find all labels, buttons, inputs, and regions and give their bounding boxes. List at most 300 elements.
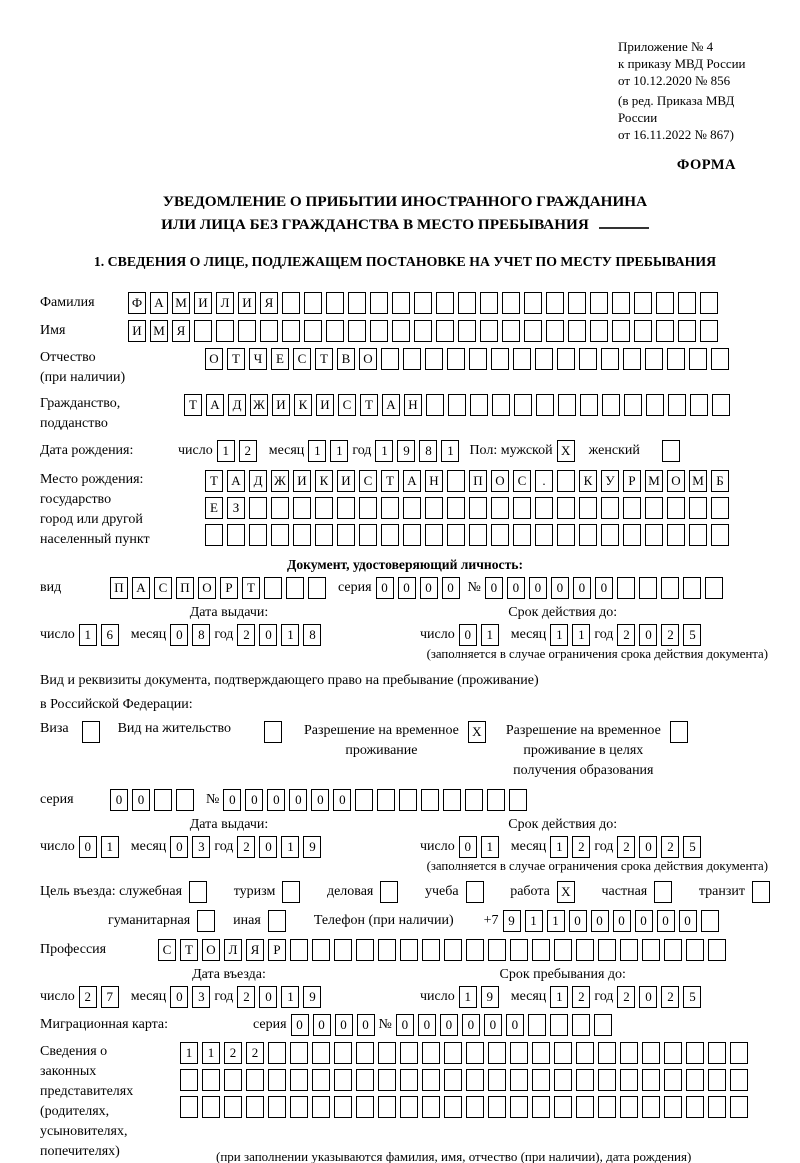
char-cell[interactable] [667, 524, 685, 546]
char-cell[interactable] [689, 348, 707, 370]
char-cell[interactable] [656, 320, 674, 342]
char-cell[interactable]: 5 [683, 986, 701, 1008]
char-cell[interactable]: 2 [246, 1042, 264, 1064]
checkbox-cell[interactable] [268, 910, 286, 932]
char-cell[interactable] [730, 1096, 748, 1118]
char-cell[interactable] [535, 497, 553, 519]
char-cell[interactable] [491, 348, 509, 370]
char-cell[interactable]: У [601, 470, 619, 492]
char-cell[interactable] [514, 394, 532, 416]
char-cell[interactable] [337, 497, 355, 519]
char-cell[interactable] [312, 1042, 330, 1064]
checkbox-cell[interactable] [466, 881, 484, 903]
char-cell[interactable]: 0 [591, 910, 609, 932]
checkbox-cell[interactable]: X [557, 881, 575, 903]
char-cell[interactable]: 0 [110, 789, 128, 811]
char-cell[interactable] [249, 524, 267, 546]
char-cell[interactable]: 0 [551, 577, 569, 599]
char-cell[interactable]: Я [260, 292, 278, 314]
char-cell[interactable] [708, 1069, 726, 1091]
char-cell[interactable] [535, 348, 553, 370]
char-cell[interactable] [513, 348, 531, 370]
char-cell[interactable]: 2 [617, 836, 635, 858]
char-cell[interactable]: К [579, 470, 597, 492]
char-cell[interactable] [378, 1042, 396, 1064]
char-cell[interactable] [202, 1096, 220, 1118]
char-cell[interactable]: А [403, 470, 421, 492]
char-cell[interactable]: 0 [170, 836, 188, 858]
char-cell[interactable] [378, 1096, 396, 1118]
char-cell[interactable]: 9 [303, 836, 321, 858]
char-cell[interactable] [403, 497, 421, 519]
char-cell[interactable]: 6 [101, 624, 119, 646]
char-cell[interactable]: Р [220, 577, 238, 599]
char-cell[interactable] [711, 524, 729, 546]
char-cell[interactable] [378, 939, 396, 961]
checkbox-cell[interactable] [189, 881, 207, 903]
char-cell[interactable]: А [382, 394, 400, 416]
char-cell[interactable] [282, 292, 300, 314]
char-cell[interactable] [524, 292, 542, 314]
char-cell[interactable] [348, 320, 366, 342]
char-cell[interactable] [227, 524, 245, 546]
char-cell[interactable]: 1 [101, 836, 119, 858]
char-cell[interactable]: 0 [569, 910, 587, 932]
char-cell[interactable]: Т [184, 394, 202, 416]
char-cell[interactable]: 2 [237, 986, 255, 1008]
char-cell[interactable] [510, 939, 528, 961]
char-cell[interactable] [554, 1096, 572, 1118]
char-cell[interactable]: 0 [485, 577, 503, 599]
char-cell[interactable]: Н [404, 394, 422, 416]
char-cell[interactable]: 9 [397, 440, 415, 462]
char-cell[interactable] [447, 497, 465, 519]
char-cell[interactable]: Т [205, 470, 223, 492]
char-cell[interactable] [304, 320, 322, 342]
char-cell[interactable] [176, 789, 194, 811]
char-cell[interactable] [399, 789, 417, 811]
char-cell[interactable] [337, 524, 355, 546]
char-cell[interactable]: 9 [503, 910, 521, 932]
char-cell[interactable] [436, 320, 454, 342]
char-cell[interactable] [487, 789, 505, 811]
char-cell[interactable] [356, 939, 374, 961]
char-cell[interactable] [359, 524, 377, 546]
char-cell[interactable] [249, 497, 267, 519]
checkbox-cell[interactable] [380, 881, 398, 903]
char-cell[interactable]: Я [172, 320, 190, 342]
char-cell[interactable] [708, 1042, 726, 1064]
char-cell[interactable] [422, 1096, 440, 1118]
char-cell[interactable] [271, 524, 289, 546]
char-cell[interactable] [532, 939, 550, 961]
char-cell[interactable] [488, 1096, 506, 1118]
char-cell[interactable]: Т [227, 348, 245, 370]
char-cell[interactable] [601, 524, 619, 546]
char-cell[interactable]: О [198, 577, 216, 599]
char-cell[interactable]: 2 [661, 986, 679, 1008]
char-cell[interactable] [557, 524, 575, 546]
char-cell[interactable]: 0 [313, 1014, 331, 1036]
char-cell[interactable] [246, 1069, 264, 1091]
char-cell[interactable]: М [689, 470, 707, 492]
char-cell[interactable]: К [294, 394, 312, 416]
char-cell[interactable]: 0 [442, 577, 460, 599]
char-cell[interactable]: 2 [617, 624, 635, 646]
char-cell[interactable]: 0 [595, 577, 613, 599]
char-cell[interactable] [470, 394, 488, 416]
char-cell[interactable] [334, 1069, 352, 1091]
char-cell[interactable]: С [154, 577, 172, 599]
char-cell[interactable] [579, 348, 597, 370]
char-cell[interactable] [535, 524, 553, 546]
char-cell[interactable] [466, 1069, 484, 1091]
char-cell[interactable]: Л [224, 939, 242, 961]
char-cell[interactable]: С [359, 470, 377, 492]
char-cell[interactable]: 0 [459, 624, 477, 646]
char-cell[interactable]: Т [180, 939, 198, 961]
char-cell[interactable] [639, 577, 657, 599]
char-cell[interactable] [180, 1096, 198, 1118]
char-cell[interactable] [246, 1096, 264, 1118]
char-cell[interactable]: 1 [481, 836, 499, 858]
char-cell[interactable] [664, 1042, 682, 1064]
char-cell[interactable]: 3 [192, 986, 210, 1008]
char-cell[interactable] [392, 292, 410, 314]
char-cell[interactable]: Ф [128, 292, 146, 314]
char-cell[interactable] [326, 292, 344, 314]
char-cell[interactable] [326, 320, 344, 342]
char-cell[interactable] [492, 394, 510, 416]
char-cell[interactable] [686, 1042, 704, 1064]
char-cell[interactable] [557, 348, 575, 370]
char-cell[interactable]: 0 [245, 789, 263, 811]
char-cell[interactable] [436, 292, 454, 314]
char-cell[interactable]: 2 [224, 1042, 242, 1064]
char-cell[interactable] [557, 497, 575, 519]
char-cell[interactable]: 0 [613, 910, 631, 932]
char-cell[interactable] [532, 1096, 550, 1118]
char-cell[interactable] [686, 939, 704, 961]
char-cell[interactable]: 0 [679, 910, 697, 932]
char-cell[interactable] [359, 497, 377, 519]
char-cell[interactable] [678, 292, 696, 314]
char-cell[interactable]: 7 [101, 986, 119, 1008]
char-cell[interactable]: Т [315, 348, 333, 370]
char-cell[interactable] [268, 1096, 286, 1118]
char-cell[interactable] [536, 394, 554, 416]
char-cell[interactable]: О [359, 348, 377, 370]
char-cell[interactable] [264, 577, 282, 599]
char-cell[interactable]: 0 [639, 836, 657, 858]
char-cell[interactable]: 1 [481, 624, 499, 646]
char-cell[interactable]: 0 [459, 836, 477, 858]
char-cell[interactable]: 0 [291, 1014, 309, 1036]
char-cell[interactable] [421, 789, 439, 811]
char-cell[interactable] [334, 1096, 352, 1118]
char-cell[interactable]: 3 [192, 836, 210, 858]
char-cell[interactable]: И [337, 470, 355, 492]
char-cell[interactable] [304, 292, 322, 314]
char-cell[interactable] [469, 524, 487, 546]
char-cell[interactable] [557, 470, 575, 492]
char-cell[interactable] [705, 577, 723, 599]
char-cell[interactable]: Р [623, 470, 641, 492]
char-cell[interactable]: И [238, 292, 256, 314]
char-cell[interactable] [425, 348, 443, 370]
char-cell[interactable]: Б [711, 470, 729, 492]
char-cell[interactable] [425, 524, 443, 546]
char-cell[interactable] [458, 292, 476, 314]
char-cell[interactable] [502, 292, 520, 314]
char-cell[interactable] [634, 292, 652, 314]
char-cell[interactable] [598, 1042, 616, 1064]
char-cell[interactable]: Т [381, 470, 399, 492]
char-cell[interactable] [378, 1069, 396, 1091]
char-cell[interactable] [701, 910, 719, 932]
char-cell[interactable]: 1 [281, 986, 299, 1008]
char-cell[interactable]: 9 [303, 986, 321, 1008]
char-cell[interactable] [712, 394, 730, 416]
char-cell[interactable] [668, 394, 686, 416]
char-cell[interactable]: И [316, 394, 334, 416]
char-cell[interactable] [580, 394, 598, 416]
char-cell[interactable] [403, 348, 421, 370]
char-cell[interactable]: 0 [639, 986, 657, 1008]
char-cell[interactable] [617, 577, 635, 599]
char-cell[interactable]: А [132, 577, 150, 599]
char-cell[interactable] [623, 497, 641, 519]
char-cell[interactable]: 0 [267, 789, 285, 811]
char-cell[interactable] [642, 939, 660, 961]
char-cell[interactable] [447, 470, 465, 492]
char-cell[interactable]: О [491, 470, 509, 492]
char-cell[interactable] [568, 320, 586, 342]
char-cell[interactable]: 1 [547, 910, 565, 932]
char-cell[interactable] [623, 348, 641, 370]
char-cell[interactable] [312, 1069, 330, 1091]
char-cell[interactable] [550, 1014, 568, 1036]
char-cell[interactable] [315, 524, 333, 546]
char-cell[interactable] [554, 939, 572, 961]
char-cell[interactable]: 1 [202, 1042, 220, 1064]
char-cell[interactable]: К [315, 470, 333, 492]
char-cell[interactable] [558, 394, 576, 416]
checkbox-cell[interactable] [264, 721, 282, 743]
char-cell[interactable]: 8 [192, 624, 210, 646]
char-cell[interactable] [315, 497, 333, 519]
char-cell[interactable] [513, 497, 531, 519]
char-cell[interactable]: Ж [271, 470, 289, 492]
checkbox-cell[interactable] [752, 881, 770, 903]
char-cell[interactable] [180, 1069, 198, 1091]
char-cell[interactable] [224, 1069, 242, 1091]
char-cell[interactable]: 2 [237, 624, 255, 646]
char-cell[interactable] [590, 292, 608, 314]
char-cell[interactable] [590, 320, 608, 342]
char-cell[interactable] [400, 1042, 418, 1064]
char-cell[interactable] [469, 348, 487, 370]
char-cell[interactable] [290, 1096, 308, 1118]
char-cell[interactable]: 0 [170, 624, 188, 646]
char-cell[interactable] [381, 348, 399, 370]
char-cell[interactable]: О [202, 939, 220, 961]
char-cell[interactable] [554, 1042, 572, 1064]
char-cell[interactable] [312, 939, 330, 961]
char-cell[interactable]: Е [205, 497, 223, 519]
char-cell[interactable] [469, 497, 487, 519]
char-cell[interactable]: И [293, 470, 311, 492]
char-cell[interactable]: 1 [572, 624, 590, 646]
char-cell[interactable]: 5 [683, 624, 701, 646]
char-cell[interactable] [708, 939, 726, 961]
char-cell[interactable] [465, 789, 483, 811]
char-cell[interactable] [667, 348, 685, 370]
char-cell[interactable]: 2 [239, 440, 257, 462]
char-cell[interactable] [370, 320, 388, 342]
char-cell[interactable] [356, 1096, 374, 1118]
char-cell[interactable] [381, 524, 399, 546]
char-cell[interactable] [334, 939, 352, 961]
char-cell[interactable]: 0 [357, 1014, 375, 1036]
char-cell[interactable]: 1 [330, 440, 348, 462]
char-cell[interactable] [623, 524, 641, 546]
checkbox-cell[interactable] [670, 721, 688, 743]
char-cell[interactable] [645, 524, 663, 546]
char-cell[interactable] [282, 320, 300, 342]
char-cell[interactable]: 0 [639, 624, 657, 646]
checkbox-cell[interactable] [197, 910, 215, 932]
char-cell[interactable] [377, 789, 395, 811]
char-cell[interactable] [480, 320, 498, 342]
char-cell[interactable] [466, 1096, 484, 1118]
char-cell[interactable] [661, 577, 679, 599]
char-cell[interactable] [414, 320, 432, 342]
char-cell[interactable] [601, 497, 619, 519]
char-cell[interactable] [645, 497, 663, 519]
char-cell[interactable]: 1 [441, 440, 459, 462]
char-cell[interactable] [645, 348, 663, 370]
char-cell[interactable]: 0 [132, 789, 150, 811]
char-cell[interactable] [268, 1042, 286, 1064]
char-cell[interactable] [528, 1014, 546, 1036]
char-cell[interactable]: 0 [398, 577, 416, 599]
char-cell[interactable] [513, 524, 531, 546]
char-cell[interactable] [700, 320, 718, 342]
char-cell[interactable]: 0 [259, 836, 277, 858]
char-cell[interactable] [642, 1042, 660, 1064]
char-cell[interactable] [290, 939, 308, 961]
char-cell[interactable]: О [667, 470, 685, 492]
char-cell[interactable] [689, 524, 707, 546]
char-cell[interactable] [579, 524, 597, 546]
char-cell[interactable]: 0 [259, 986, 277, 1008]
char-cell[interactable]: И [194, 292, 212, 314]
char-cell[interactable]: 0 [506, 1014, 524, 1036]
char-cell[interactable]: Ж [250, 394, 268, 416]
char-cell[interactable] [334, 1042, 352, 1064]
char-cell[interactable]: З [227, 497, 245, 519]
char-cell[interactable] [356, 1042, 374, 1064]
checkbox-cell[interactable] [654, 881, 672, 903]
char-cell[interactable]: 0 [635, 910, 653, 932]
char-cell[interactable]: 0 [657, 910, 675, 932]
char-cell[interactable] [620, 1096, 638, 1118]
char-cell[interactable]: . [535, 470, 553, 492]
char-cell[interactable]: Д [228, 394, 246, 416]
char-cell[interactable] [602, 394, 620, 416]
char-cell[interactable]: А [227, 470, 245, 492]
char-cell[interactable] [642, 1069, 660, 1091]
char-cell[interactable]: П [469, 470, 487, 492]
char-cell[interactable] [601, 348, 619, 370]
char-cell[interactable]: Н [425, 470, 443, 492]
char-cell[interactable]: Ч [249, 348, 267, 370]
char-cell[interactable] [447, 524, 465, 546]
char-cell[interactable]: М [150, 320, 168, 342]
char-cell[interactable] [620, 939, 638, 961]
char-cell[interactable]: 2 [617, 986, 635, 1008]
char-cell[interactable] [480, 292, 498, 314]
char-cell[interactable]: 1 [281, 836, 299, 858]
char-cell[interactable] [598, 1069, 616, 1091]
char-cell[interactable] [612, 320, 630, 342]
char-cell[interactable] [422, 939, 440, 961]
char-cell[interactable]: 0 [573, 577, 591, 599]
char-cell[interactable]: 2 [79, 986, 97, 1008]
char-cell[interactable] [524, 320, 542, 342]
char-cell[interactable]: 2 [661, 836, 679, 858]
char-cell[interactable] [194, 320, 212, 342]
char-cell[interactable] [532, 1069, 550, 1091]
char-cell[interactable]: 0 [420, 577, 438, 599]
char-cell[interactable]: 1 [308, 440, 326, 462]
char-cell[interactable] [488, 939, 506, 961]
char-cell[interactable] [425, 497, 443, 519]
char-cell[interactable] [690, 394, 708, 416]
char-cell[interactable]: 9 [481, 986, 499, 1008]
char-cell[interactable] [711, 497, 729, 519]
char-cell[interactable] [678, 320, 696, 342]
char-cell[interactable] [576, 1042, 594, 1064]
char-cell[interactable] [466, 939, 484, 961]
char-cell[interactable] [510, 1096, 528, 1118]
char-cell[interactable]: С [338, 394, 356, 416]
char-cell[interactable] [634, 320, 652, 342]
char-cell[interactable] [488, 1069, 506, 1091]
char-cell[interactable]: 0 [335, 1014, 353, 1036]
char-cell[interactable]: 5 [683, 836, 701, 858]
char-cell[interactable] [400, 1096, 418, 1118]
char-cell[interactable]: 1 [525, 910, 543, 932]
char-cell[interactable] [598, 939, 616, 961]
char-cell[interactable] [392, 320, 410, 342]
char-cell[interactable]: 0 [79, 836, 97, 858]
char-cell[interactable]: Я [246, 939, 264, 961]
char-cell[interactable]: 0 [507, 577, 525, 599]
char-cell[interactable] [546, 292, 564, 314]
char-cell[interactable] [612, 292, 630, 314]
char-cell[interactable] [422, 1069, 440, 1091]
char-cell[interactable] [730, 1042, 748, 1064]
char-cell[interactable] [576, 1069, 594, 1091]
char-cell[interactable] [598, 1096, 616, 1118]
char-cell[interactable] [594, 1014, 612, 1036]
char-cell[interactable] [689, 497, 707, 519]
char-cell[interactable] [448, 394, 466, 416]
char-cell[interactable] [290, 1069, 308, 1091]
char-cell[interactable] [426, 394, 444, 416]
